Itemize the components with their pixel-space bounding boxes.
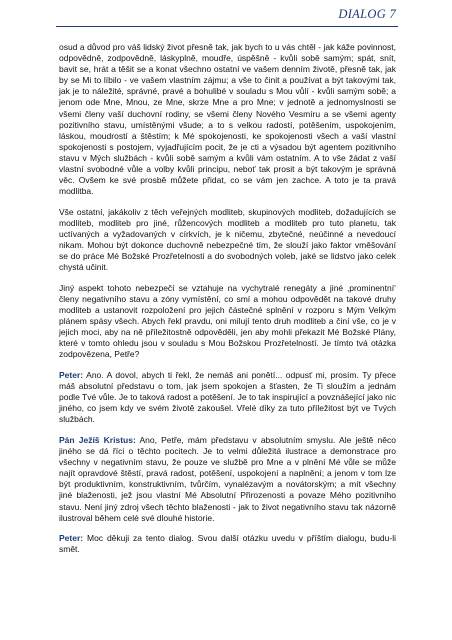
paragraph-text: Vše ostatní, jakákoliv z těch veřejných modliteb, skupinových modliteb, dožadujících se modliteb, modliteb pro jiné, růžencových modliteb a modliteb pro tuto planetu, tak uctívaných a vyžadovaných v církvích, je k ničemu, zbytečné, neúčinné a nevedoucí nikam. Mohou být dokonce duchovně nebezpečné tím, že slouží jako faktor vměšování se do práce Mé Božské Prozřetelnosti a do svobodných voleb, jaké se lidstvo jako celek chystá učinit. bbox=[59, 206, 396, 273]
paragraph bbox=[59, 533, 396, 555]
page-header bbox=[56, 4, 398, 27]
paragraph-text: osud a důvod pro váš lidský život přesně tak, jak bych to u vás chtěl - jak káže povinnost, odpovědně, zodpovědně, láskyplně, moudře, úspěšně - kvůli sobě samým; spát, snít, bavit se, hrát a těšit se a konat všechno ostatní ve vašem denním životě, přesně tak, jak by se Mi to líbilo - ve vašem vlastním zájmu; a vše to činit a používat a být takovými tak, jak je to náležité, správné, pravé a bohulibé v souladu s Mou vůlí - kvůli samým sobě; a jenom ode Mne, Mnou, ze Mne, skrze Mne a pro Mne; v jednotě a jednomyslnosti se všemi členy vaší duchovní rodiny, se všemi členy Nového Vesmíru a se všemi agenty pozitivního stavu, umístěnými všude; a to s velkou radostí, potěšením, uspokojením, láskou, moudrostí a štěstím; k Mé spokojenosti, ke spokojenosti všech a vaší vlastní spokojenosti s postojem, vyjadřujícím pocit, že je cti a výsadou být agentem pozitivního stavu v Mých službách - kvůli sobě samým a kvůli vám ostatním. A to vše žádat z vaší vlastní svobodné vůle a volby kvůli principu, neboť tak prosit a být takovým je správná věc. Ovšem ke své prosbě můžete přidat, co se vám jen zachce. A toto je ta pravá modlitba. bbox=[59, 42, 396, 197]
paragraph bbox=[59, 435, 396, 524]
paragraph bbox=[59, 207, 396, 274]
body-text bbox=[59, 42, 396, 565]
paragraph-text: Ano. A dovol, abych ti řekl, že nemáš ani ponětí... odpusť mi, prosím. Ty přece máš absolutní představu o tom, jak jsem spokojen a šťasten, že Ti sloužím a jednám podle Tvé vůle. Je to taková radost a potěšení. Je to tak inspirující a povznášející jako nic jiného, co jsem kdy ve svém životě zakoušel. Vřelé díky za tuto příležitost být ve Tvých službách. bbox=[59, 370, 396, 425]
speaker-label: Peter: bbox=[59, 533, 84, 544]
paragraph bbox=[59, 283, 396, 361]
paragraph-text: Moc děkuji za tento dialog. Svou další otázku uvedu v příštím dialogu, budu-li smět. bbox=[59, 533, 396, 555]
paragraph-text: Jiný aspekt tohoto nebezpečí se vztahuje na vychytralé renegáty a jiné ‚prominentní‘ členy negativního stavu a zóny vymístění, co smí a mohou odpovědět na takové druhy modliteb a ustanovit rozpoložení pro jejich částečné splnění v rozporu s Mým Velkým plánem spásy všech. Abych řekl pravdu, oni milují tento druh modliteb a činí vše, co je v jejich moci, aby na ně příležitostně odpověděli, jen aby mohli překazit Mé Božské Plány, které v tomto ohledu jsou v souladu s Mou Božskou Prozřetelností. Je tímto tvá otázka zodpovězena, Petře? bbox=[59, 282, 396, 360]
paragraph bbox=[59, 42, 396, 197]
speaker-label: Pán Ježíš Kristus: bbox=[59, 435, 136, 445]
paragraph bbox=[59, 370, 396, 425]
speaker-label: Peter: bbox=[59, 370, 84, 381]
chapter-title: DIALOG 7 bbox=[338, 7, 396, 21]
paragraph-text: Ano, Petře, mám představu v absolutním smyslu. Ale ještě něco jiného se dá říci o těchto pocitech. Je to velmi důležitá ilustrace a demonstrace pro všechny v negativním stavu, že pouze ve službě pro Mne a v plnění Mé vůle se může najít opravdové štěstí, pravá radost, potěšení, uspokojení a naplnění; a jenom v tom lze být produktivním, konstruktivním, tvůrčím, vynalézavým a novátorským; a mít všechny jiné blaženosti, jež jsou vlastní Mé Absolutní Přirozenosti a povaze Mého pozitivního stavu. Není jiný zdroj všech těchto blaženosti - jak to život negativního stavu tak názorně ilustroval během celé své dlouhé historie. bbox=[59, 435, 396, 523]
